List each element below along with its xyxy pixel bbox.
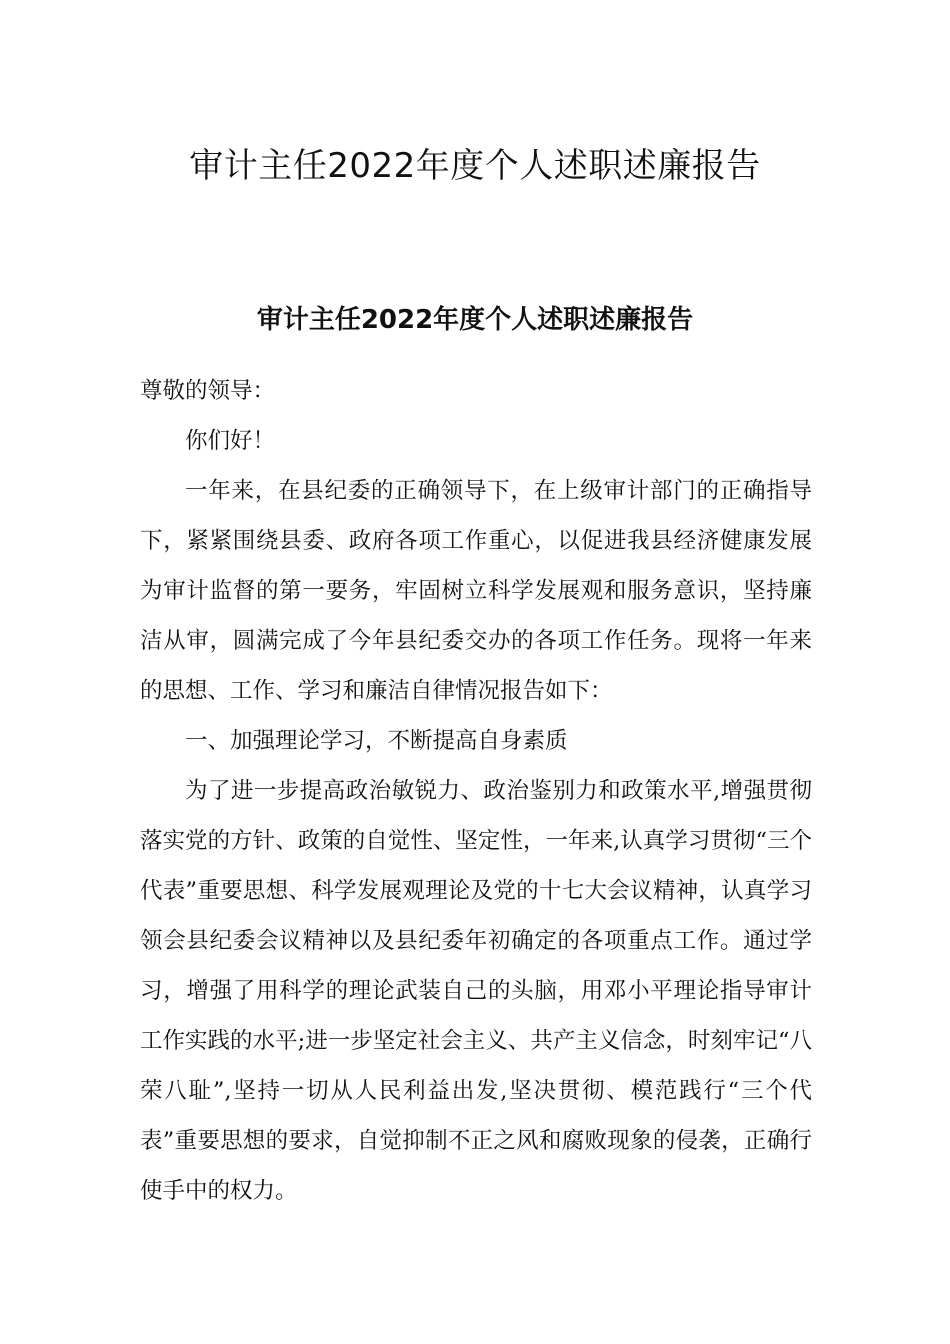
intro-paragraph: 一年来，在县纪委的正确领导下，在上级审计部门的正确指导下，紧紧围绕县委、政府各项工作重心，以促进我县经济健康发展为审计监督的第一要务，牢固树立科学发展观和服务意识，坚持廉洁从审，圆满完成了今年县纪委交办的各项工作任务。现将一年来的思想、工作、学习和廉洁自律情况报告如下： <box>140 478 812 704</box>
salutation: 尊敬的领导： <box>140 378 276 404</box>
study-paragraph: 为了进一步提高政治敏锐力、政治鉴别力和政策水平,增强贯彻落实党的方针、政策的自觉性、坚定性，一年来,认真学习贯彻“三个代表”重要思想、科学发展观理论及党的十七大会议精神，认真学习领会县纪委会议精神以及县纪委年初确定的各项重点工作。通过学习，增强了用科学的理论武装自己的头脑，用邓小平理论指导审计工作实践的水平;进一步坚定社会主义、共产主义信念，时刻牢记“八荣八耻”,坚持一切从人民利益出发,坚决贯彻、模范践行“三个代表”重要思想的要求，自觉抑制不正之风和腐败现象的侵袭，正确行使手中的权力。 <box>140 778 812 1204</box>
greeting: 你们好！ <box>185 428 276 454</box>
report-title: 审计主任2022年度个人述职述廉报告 <box>256 305 694 335</box>
section-heading: 一、加强理论学习，不断提高自身素质 <box>185 728 568 754</box>
main-title: 审计主任2022年度个人述职述廉报告 <box>189 146 761 186</box>
report-body <box>140 366 812 1216</box>
